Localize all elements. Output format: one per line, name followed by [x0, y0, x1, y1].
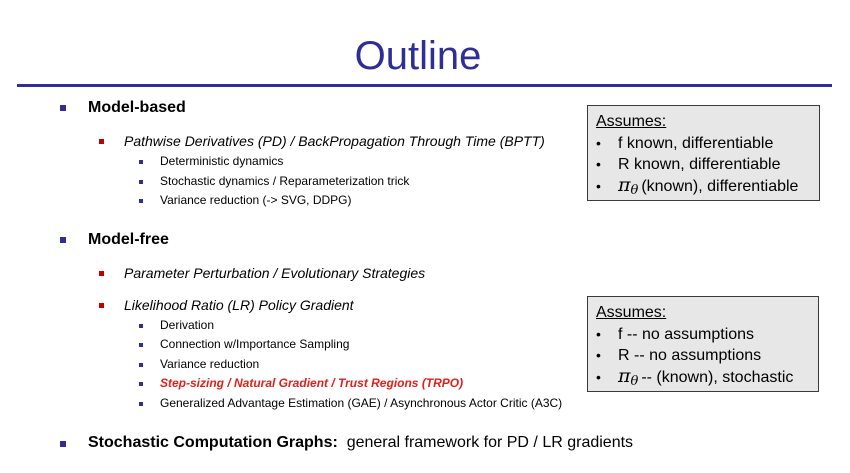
bullet-dot: •	[596, 347, 601, 363]
bullet-square	[139, 160, 143, 164]
subitem: Generalized Advantage Estimation (GAE) / Asynchronous Actor Critic (A3C)	[160, 396, 563, 410]
bullet-dot: •	[596, 369, 601, 385]
assumption-item	[596, 133, 811, 154]
bullet-square	[139, 199, 143, 203]
assumptions-box-model-based	[587, 105, 820, 201]
section-model-free: Model-free	[88, 231, 169, 248]
bullet-square	[139, 402, 143, 406]
assumption-item	[596, 345, 810, 366]
section-model-based: Model-based	[88, 99, 186, 116]
assumption-item	[596, 154, 811, 175]
subitem: Connection w/Importance Sampling	[160, 337, 350, 351]
bullet-square	[139, 363, 143, 367]
assumption-f: f known, differentiable	[618, 135, 774, 152]
bullet-square	[60, 441, 66, 447]
bullet-square	[99, 139, 104, 144]
pi-symbol: π	[618, 174, 631, 196]
assumption-item	[596, 175, 811, 201]
assumption-pi: -- (known), stochastic	[641, 369, 794, 386]
assumptions-box-model-free	[587, 296, 819, 392]
subitem: Stochastic dynamics / Reparameterization trick	[160, 174, 410, 188]
bullet-dot: •	[596, 156, 601, 172]
slide-title: Outline	[354, 34, 482, 78]
topic-pathwise-derivatives: Pathwise Derivatives (PD) / BackPropagation Through Time (BPTT)	[124, 133, 545, 149]
assumption-pi: (known), differentiable	[641, 178, 799, 195]
title-rule	[17, 84, 832, 87]
bullet-square	[139, 324, 143, 328]
bullet-square	[139, 180, 143, 184]
subitem: Variance reduction (-> SVG, DDPG)	[160, 193, 352, 207]
subitem: Deterministic dynamics	[160, 154, 284, 168]
bullet-square	[139, 382, 143, 386]
subitem: Variance reduction	[160, 357, 260, 371]
subitem: Derivation	[160, 318, 215, 332]
bullet-dot: •	[596, 326, 601, 342]
bullet-square	[99, 271, 104, 276]
assumption-item	[596, 366, 810, 392]
subitem-highlighted: Step-sizing / Natural Gradient / Trust Regions (TRPO)	[160, 376, 464, 390]
section-scg	[88, 434, 633, 452]
assumption-r: R -- no assumptions	[618, 347, 762, 364]
scg-label: Stochastic Computation Graphs:	[88, 434, 338, 451]
bullet-dot: •	[596, 178, 601, 194]
scg-description: general framework for PD / LR gradients	[346, 434, 634, 451]
assumption-f: f -- no assumptions	[618, 326, 755, 343]
assumption-r: R known, differentiable	[618, 156, 781, 173]
theta-symbol: θ	[630, 183, 639, 198]
assumption-item	[596, 324, 810, 345]
bullet-square	[60, 237, 66, 243]
box-header: Assumes:	[596, 113, 667, 130]
theta-symbol: θ	[630, 374, 639, 389]
bullet-square	[99, 303, 104, 308]
topic-likelihood-ratio: Likelihood Ratio (LR) Policy Gradient	[124, 297, 354, 313]
box-header: Assumes:	[596, 304, 667, 321]
bullet-square	[60, 105, 66, 111]
pi-symbol: π	[618, 365, 631, 387]
topic-parameter-perturbation: Parameter Perturbation / Evolutionary Strategies	[124, 265, 426, 281]
bullet-dot: •	[596, 135, 601, 151]
bullet-square	[139, 343, 143, 347]
